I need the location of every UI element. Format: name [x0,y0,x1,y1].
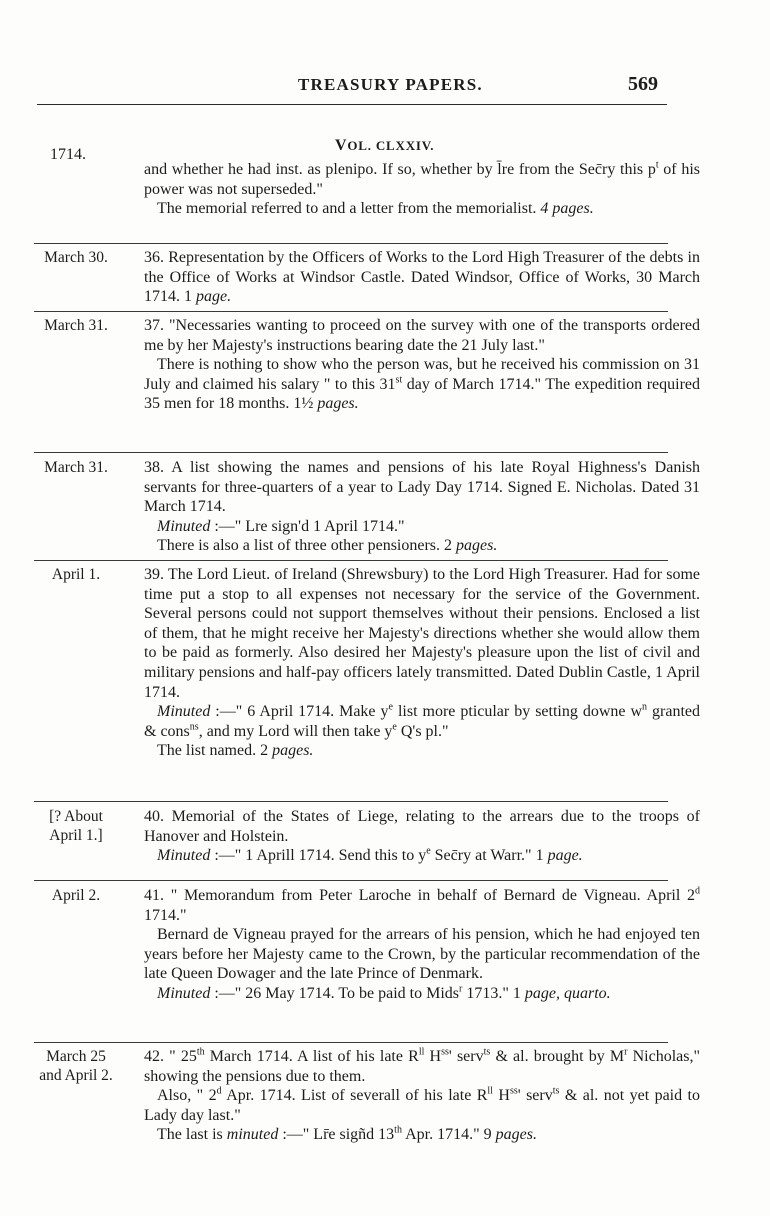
entry-paragraph: 41. " Memorandum from Peter Laroche in behalf of Bernard de Vigneau. April 2$^d$ 1714." [144,885,700,924]
entry-paragraph: 40. Memorial of the States of Liege, relating to the arrears due to the troops of Hanover and Holstein. [144,808,700,845]
entry-paragraph: Minuted :—" 1 Aprill 1714. Send this to $y^e$ Sec̄ry at Warr." 1 page. [157,845,583,865]
entry-paragraph: 38. A list showing the names and pensions of his late Royal Highness's Danish servants for three-quarters of a year to Lady Day 1714. Signed E. Nicholas. Dated 31 March 1714. [144,459,700,516]
separator-rule [34,560,668,561]
running-title: TREASURY PAPERS. [298,75,483,94]
volume-heading [335,137,434,155]
volume-suffix: OL. CLXXIV. [347,138,435,153]
entry-body [144,160,700,219]
entry-paragraph: There is also a list of three other pensioners. 2 pages. [157,537,498,555]
entry-paragraph: Minuted :—" 26 May 1714. To be paid to Mids$^r$ 1713." 1 page, quarto. [157,983,611,1002]
entry-date: March 25 and April 2. [39,1048,113,1084]
entry-date: March 30. [44,249,108,266]
margin-year: 1714. [50,146,86,163]
separator-rule [34,243,668,244]
header-rule [37,104,667,105]
entry-date: March 31. [44,459,108,476]
entry-body [144,807,700,866]
entry-paragraph: Minuted :—" Lre sign'd 1 April 1714." [157,517,405,535]
entry-paragraph: 36. Representation by the Officers of Works to the Lord High Treasurer of the debts in the Office of Works at Windsor Castle. Dated Windsor, Office of Works, 30 March 1714. 1 page. [144,249,700,306]
separator-rule [34,452,668,453]
entry-body [144,248,700,307]
entry-paragraph: The list named. 2 pages. [157,742,314,760]
entry-paragraph: The memorial referred to and a letter from the memorialist. 4 pages. [157,200,594,218]
entry-paragraph: Minuted :—" 6 April 1714. Make $y^e$ list more pticular by setting downe $w^n$ granted & cons$^{ns}$, and my Lord will then take $y^e$ Q's pl." [144,701,701,740]
separator-rule [34,880,668,881]
entry-paragraph: 39. The Lord Lieut. of Ireland (Shrewsbury) to the Lord High Treasurer. Had for some time put a stop to all expenses not necessary for the service of the Government. Several persons could not support themselves without their pensions. Enclosed a list of them, that he might receive her Majesty's directions whether she would allow them to be paid as formerly. Also desired her Majesty's pleasure upon the list of civil and military pensions and half-pay officers lately transmitted. Dated Dublin Castle, 1 April 1714. [144,566,700,701]
entry-paragraph: and whether he had inst. as plenipo. If so, whether by l̄re from the Sec̄ry this $p^t$ of his power was not superseded." [144,159,700,198]
entry-paragraph: There is nothing to show who the person was, but he received his commission on 31 July and claimed his salary " to this 31st day of March 1714." The expedition required 35 men for 18 months. 1½ pages. [144,356,700,413]
entry-body [144,316,700,414]
entry-paragraph: Also, " 2$^d$ Apr. 1714. List of severall of his late $R^{ll}$ $H^{ss}'$ serv$^{ts}$ & al. not yet paid to Lady day last." [144,1085,701,1124]
entry-body [144,1047,700,1145]
entry-paragraph: The last is minuted :—" Lr̄e sigñd 13th Apr. 1714." 9 pages. [157,1125,537,1144]
page-header [0,75,770,99]
entry-paragraph: 42. " 25th March 1714. A list of his late $R^{ll}$ $H^{ss}'$ serv$^{ts}$ & al. brought by $M^r$ Nicholas," showing the pensions due to them. [144,1046,701,1085]
separator-rule [34,1042,668,1043]
entry-body [144,458,700,556]
volume-prefix: V [335,137,348,154]
entry-date: April 1. [51,566,101,583]
entry-date: April 2. [51,887,101,904]
entry-paragraph: 37. "Necessaries wanting to proceed on the survey with one of the transports ordered me by her Majesty's instructions bearing date the 21 July last." [144,317,700,354]
separator-rule [34,801,668,802]
page-number: 569 [628,73,658,95]
entry-date: [? About April 1.] [49,808,103,844]
entry-body [144,886,700,1004]
entry-paragraph: Bernard de Vigneau prayed for the arrears of his pension, which he had enjoyed ten years before her Majesty came to the Crown, by the particular recommendation of the late Queen Dowager and the late Prince of Denmark. [144,926,700,983]
entry-date: March 31. [44,317,108,334]
separator-rule [34,311,668,312]
entry-body [144,565,700,761]
